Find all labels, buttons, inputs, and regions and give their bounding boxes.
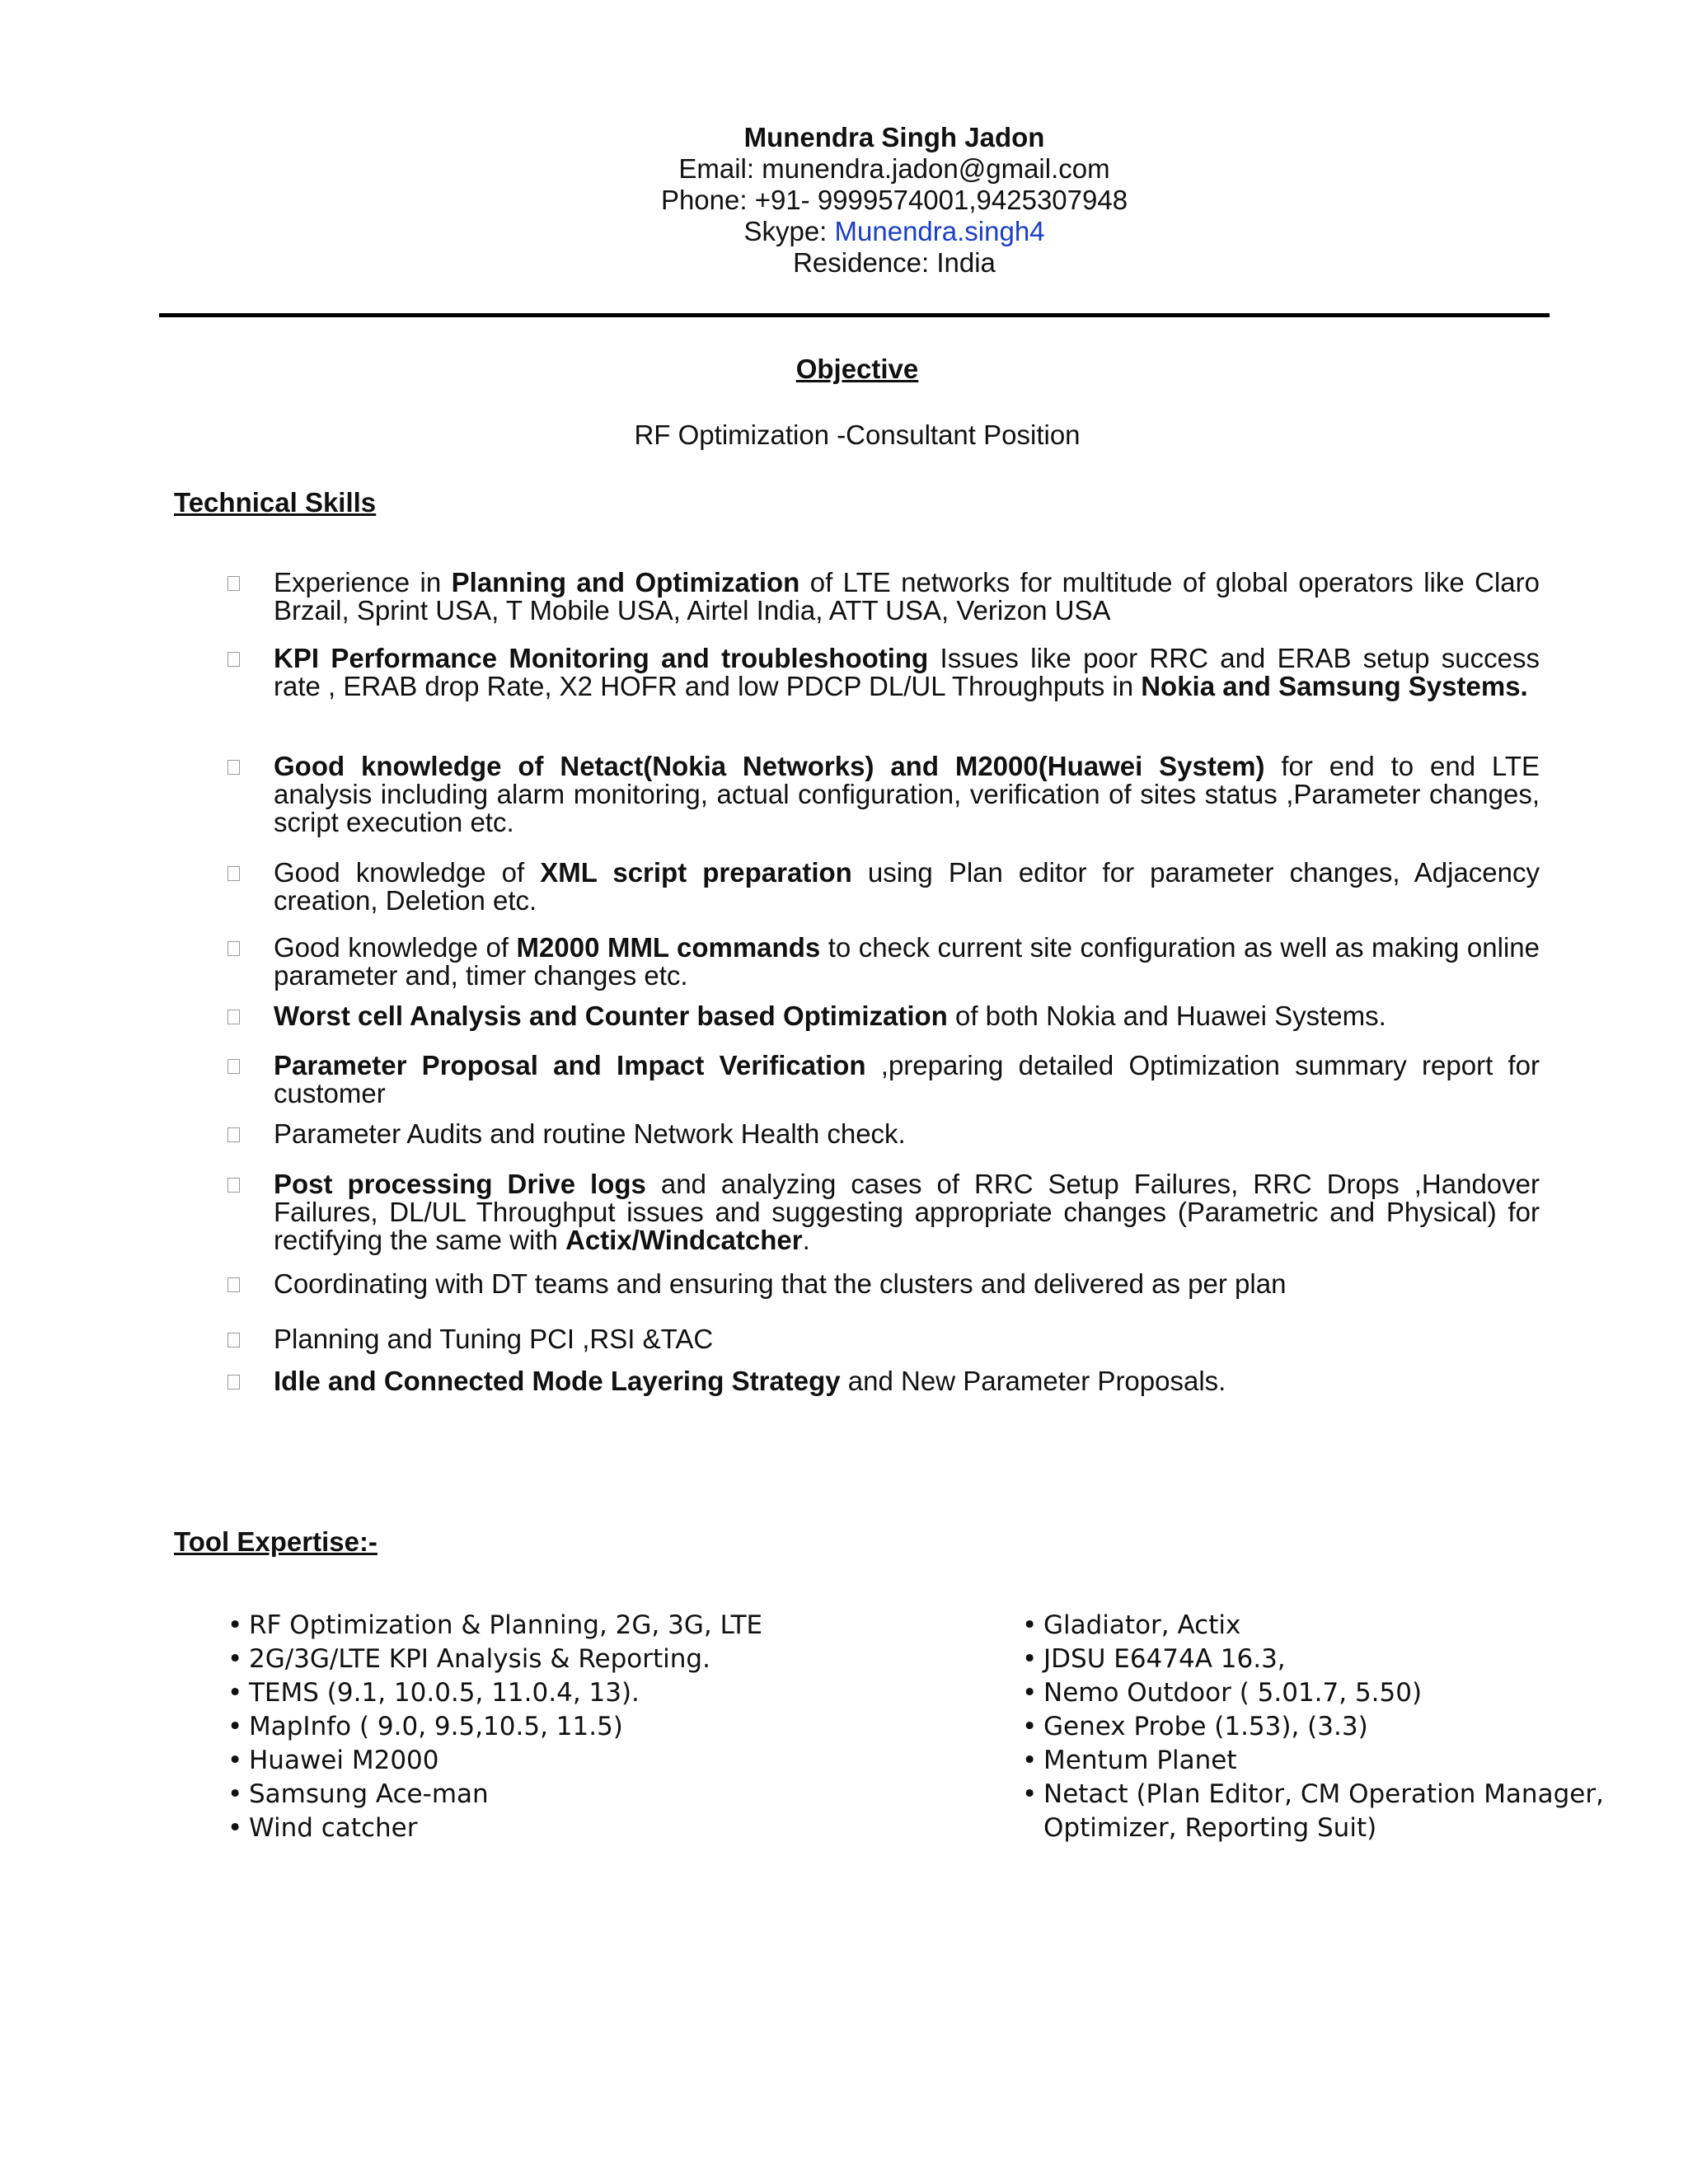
skill-item: Good knowledge of XML script preparation using Plan editor for parameter changes, Adjacency creation, Deletion etc. <box>274 857 1540 916</box>
contact-header <box>0 122 1688 279</box>
bullet-icon: • <box>227 1746 243 1775</box>
tool-item: • Gladiator, Actix <box>1022 1609 1604 1643</box>
bullet-icon: • <box>1022 1644 1038 1674</box>
skill-item: Planning and Tuning PCI ,RSI &TAC <box>274 1324 714 1354</box>
tool-item: • JDSU E6474A 16.3, <box>1022 1643 1604 1676</box>
checkbox-bullet-icon <box>227 866 240 881</box>
checkbox-bullet-icon <box>227 1059 240 1074</box>
tool-item: • Nemo Outdoor ( 5.01.7, 5.50) <box>1022 1676 1604 1710</box>
skill-item: Post processing Drive logs and analyzing cases of RRC Setup Failures, RRC Drops ,Handover Failures, DL/UL Throughput issues and suggesting appropriate changes (Parametric and Physical) for rectifying the same with Actix/Windcatcher. <box>274 1169 1540 1255</box>
tool-item: • Netact (Plan Editor, CM Operation Manager, <box>1022 1778 1604 1811</box>
tool-item: • MapInfo ( 9.0, 9.5,10.5, 11.5) <box>227 1710 762 1744</box>
skill-item: Coordinating with DT teams and ensuring that the clusters and delivered as per plan <box>274 1268 1287 1299</box>
skill-item: Parameter Proposal and Impact Verification ,preparing detailed Optimization summary report for customer <box>274 1050 1540 1108</box>
tool-item: • Mentum Planet <box>1022 1744 1604 1778</box>
technical-skills-heading: Technical Skills <box>174 487 377 518</box>
checkbox-bullet-icon <box>227 1010 240 1024</box>
tool-item: • Samsung Ace-man <box>227 1778 762 1811</box>
skill-item: Worst cell Analysis and Counter based Optimization of both Nokia and Huawei Systems. <box>274 1001 1386 1031</box>
skype-link[interactable]: Munendra.singh4 <box>834 216 1045 246</box>
checkbox-bullet-icon <box>227 652 240 667</box>
bullet-icon: • <box>227 1678 243 1708</box>
tool-item: • Huawei M2000 <box>227 1744 762 1778</box>
tool-item: • Genex Probe (1.53), (3.3) <box>1022 1710 1604 1744</box>
residence-line: Residence: India <box>793 247 996 278</box>
candidate-name: Munendra Singh Jadon <box>743 122 1045 152</box>
skype-label: Skype: <box>743 216 835 246</box>
checkbox-bullet-icon <box>227 1127 240 1142</box>
bullet-icon: • <box>1022 1712 1038 1741</box>
bullet-icon: • <box>1022 1779 1038 1809</box>
skill-item: Good knowledge of Netact(Nokia Networks) and M2000(Huawei System) for end to end LTE analysis including alarm monitoring, actual configuration, verification of sites status ,Parameter changes, script execution etc. <box>274 751 1540 837</box>
skill-item: Good knowledge of M2000 MML commands to check current site configuration as well as making online parameter and, timer changes etc. <box>274 932 1540 991</box>
checkbox-bullet-icon <box>227 1178 240 1193</box>
bullet-icon: • <box>1022 1678 1038 1708</box>
objective-text: RF Optimization -Consultant Position <box>634 419 1081 450</box>
tool-item: • Wind catcher <box>227 1811 762 1845</box>
checkbox-bullet-icon <box>227 1277 240 1292</box>
skill-item: Parameter Audits and routine Network Health check. <box>274 1118 906 1149</box>
skill-item: Experience in Planning and Optimization of LTE networks for multitude of global operators like Claro Brzail, Sprint USA, T Mobile USA, Airtel India, ATT USA, Verizon USA <box>274 567 1540 626</box>
checkbox-bullet-icon <box>227 1333 240 1347</box>
bullet-icon: • <box>227 1779 243 1809</box>
tool-list-right <box>1022 1609 1604 1845</box>
bullet-icon: • <box>227 1644 243 1674</box>
tool-item-continuation: Optimizer, Reporting Suit) <box>1043 1813 1377 1843</box>
skill-item: KPI Performance Monitoring and troubleshooting Issues like poor RRC and ERAB setup success rate , ERAB drop Rate, X2 HOFR and low PDCP DL/UL Throughputs in Nokia and Samsung Systems. <box>274 643 1540 701</box>
tool-item: • RF Optimization & Planning, 2G, 3G, LTE <box>227 1609 762 1643</box>
header-divider <box>159 313 1550 317</box>
bullet-icon: • <box>227 1712 243 1741</box>
tool-item: • TEMS (9.1, 10.0.5, 11.0.4, 13). <box>227 1676 762 1710</box>
email-line: Email: munendra.jadon@gmail.com <box>678 153 1110 184</box>
skill-item: Idle and Connected Mode Layering Strategy and New Parameter Proposals. <box>274 1366 1226 1396</box>
bullet-icon: • <box>227 1813 243 1843</box>
bullet-icon: • <box>1022 1746 1038 1775</box>
tool-item: • 2G/3G/LTE KPI Analysis & Reporting. <box>227 1643 762 1676</box>
checkbox-bullet-icon <box>227 760 240 775</box>
tool-list-left <box>227 1609 762 1845</box>
checkbox-bullet-icon <box>227 941 240 956</box>
skype-line <box>0 216 1688 247</box>
bullet-icon: • <box>1022 1610 1038 1640</box>
objective-heading: Objective <box>795 354 919 384</box>
checkbox-bullet-icon <box>227 576 240 591</box>
tool-expertise-heading: Tool Expertise:- <box>174 1526 377 1557</box>
checkbox-bullet-icon <box>227 1375 240 1390</box>
phone-line: Phone: +91- 9999574001,9425307948 <box>660 185 1128 215</box>
bullet-icon: • <box>227 1610 243 1640</box>
